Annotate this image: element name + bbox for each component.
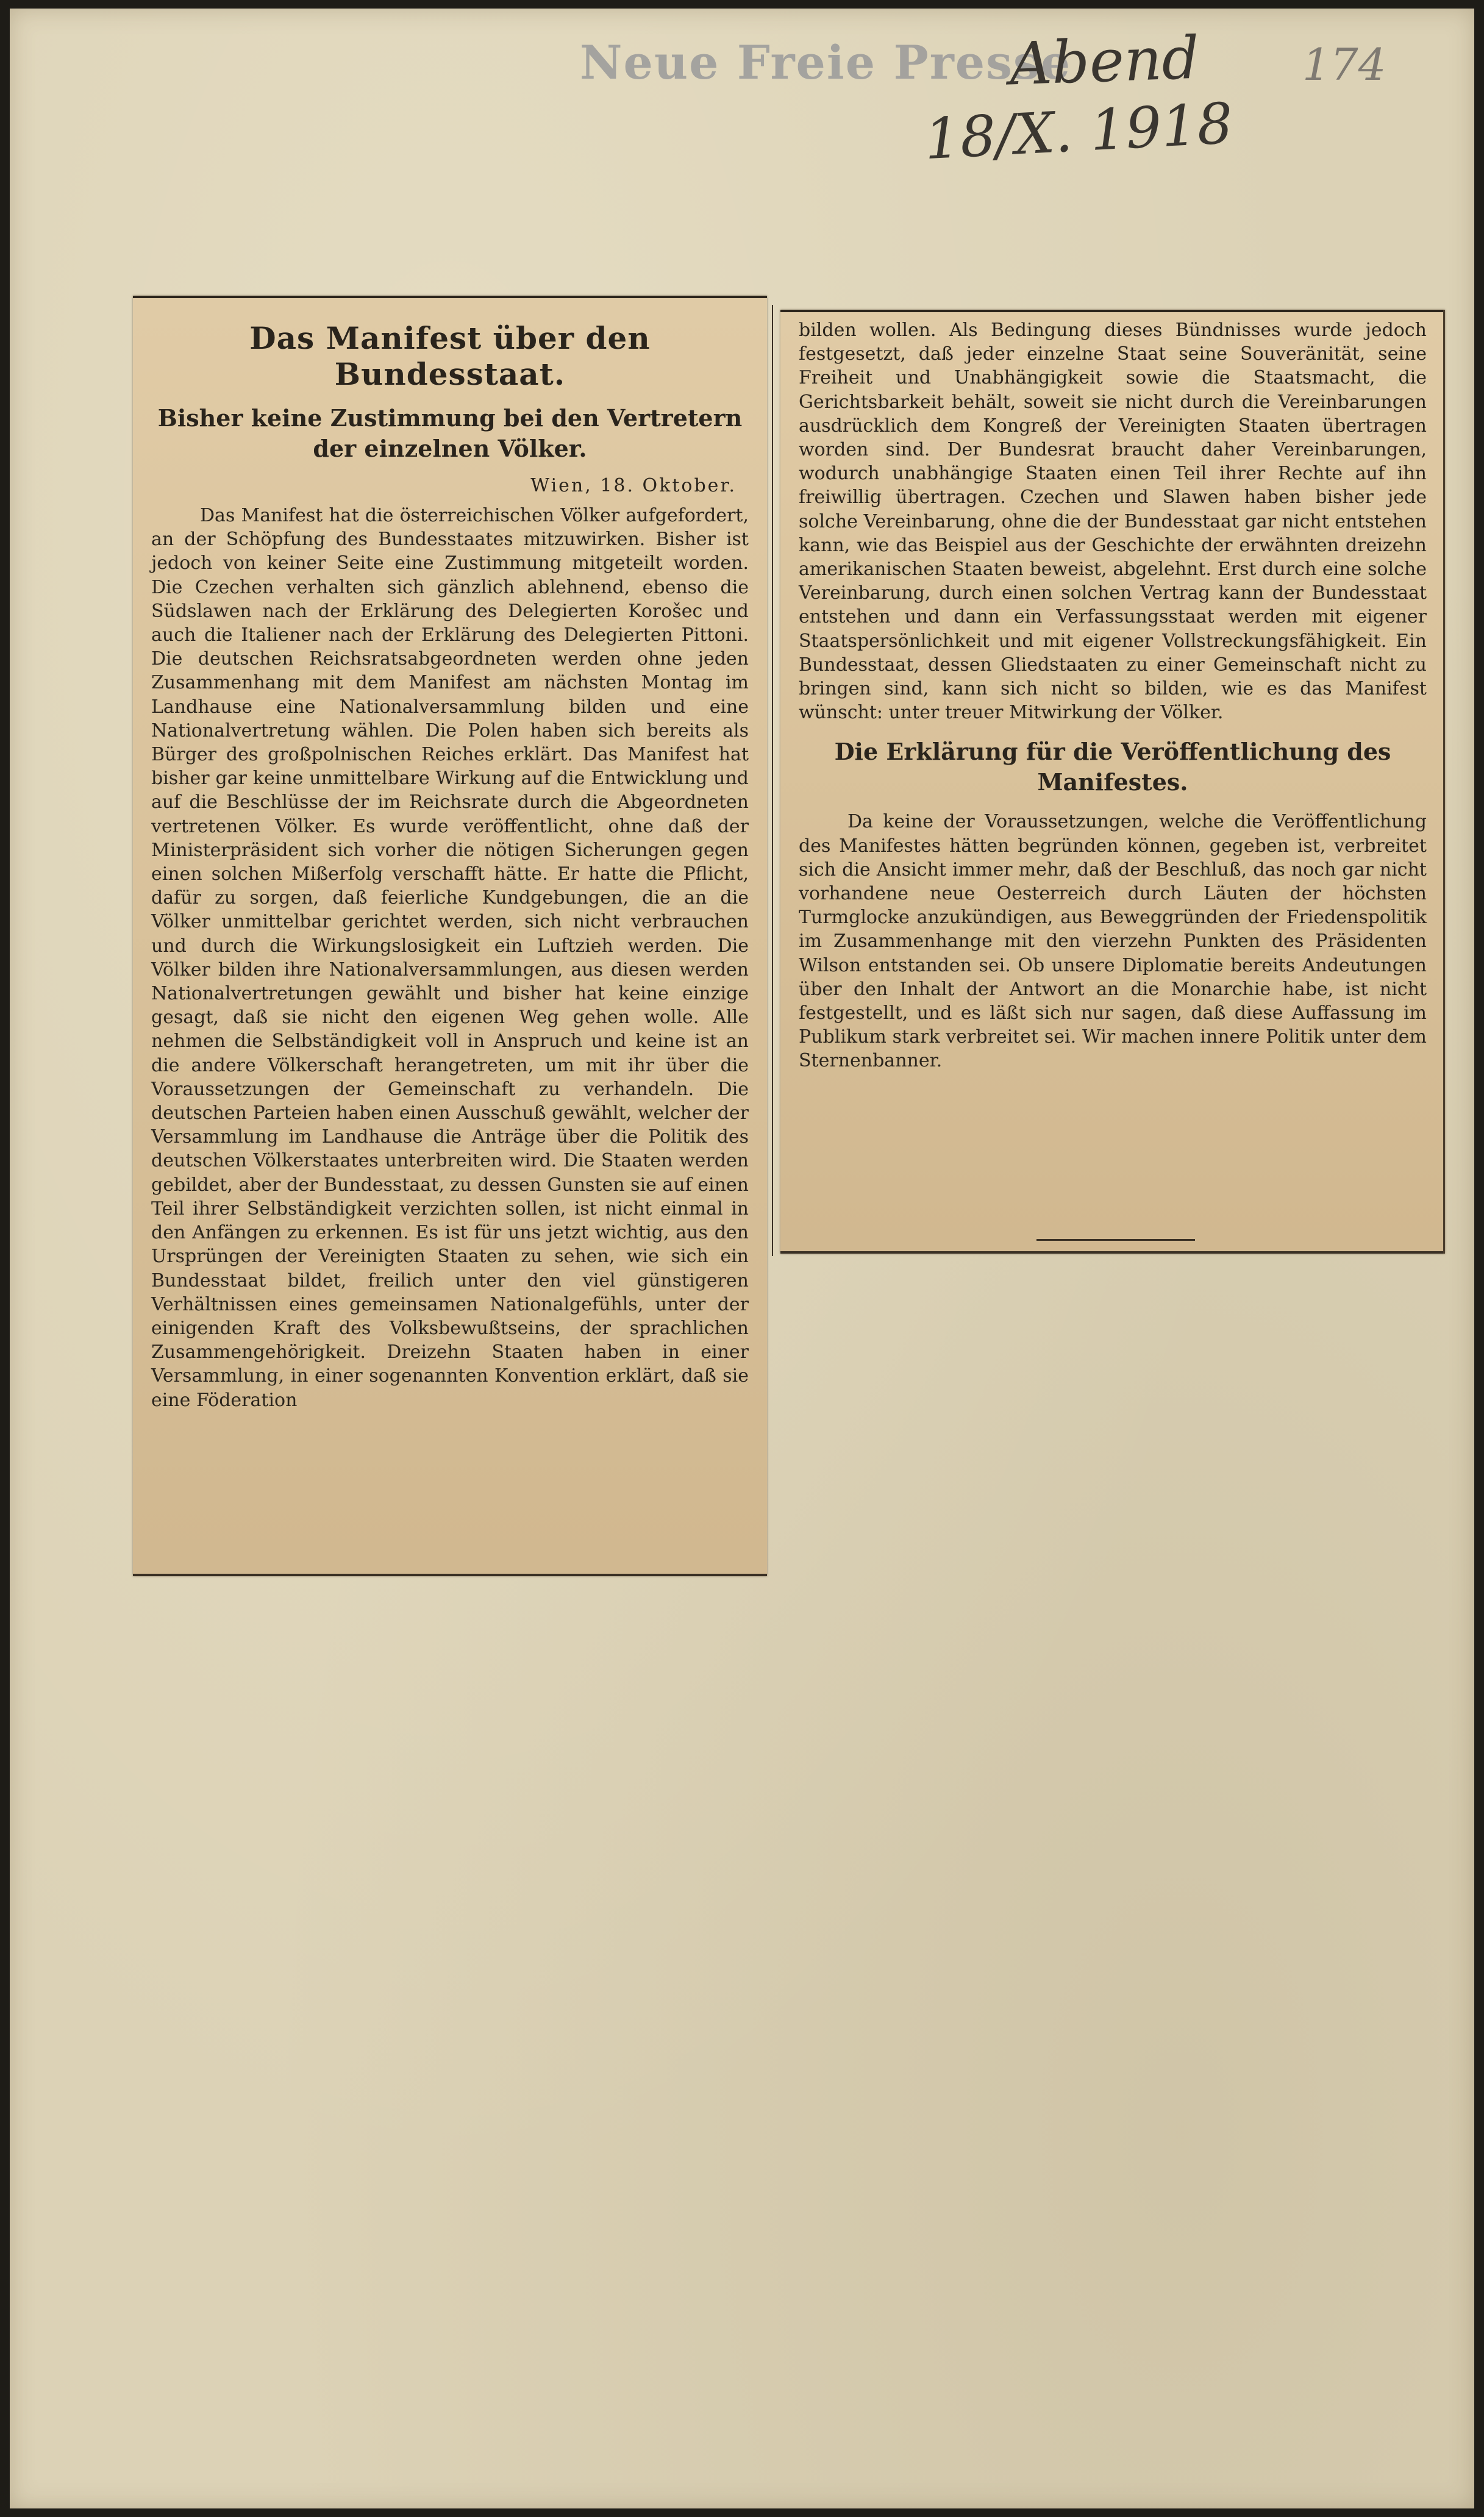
article-headline: Das Manifest über den Bundesstaat. [249, 320, 651, 392]
column-top-rule [133, 296, 767, 298]
column-top-rule [780, 310, 1445, 312]
article-body-right: bilden wollen. Als Bedingung dieses Bündnisses wurde jedoch festgesetzt, daß jeder einzelne Staat seine Souveränität, seine Freiheit und Unabhängigkeit sowie die Staatsmacht, die Gerichtsbarkeit behält, soweit sie nicht durch die Vereinbarungen ausdrücklich dem Kongreß der Vereinigten Staaten übertragen worden sind. Der Bundesrat braucht daher Vereinbarungen, wodurch unabhängige Staaten einen Teil ihrer Rechte auf ihn freiwillig übertragen. Czechen und Slawen haben bisher jede solche Vereinbarung, ohne die der Bundesstaat gar nicht entstehen kann, wie das Beispiel aus der Geschichte der erwähnten dreizehn amerikanischen Staaten beweist, abgelehnt. Erst durch eine solche Vereinbarung, durch einen solchen Vertrag kann der Bundesstaat entstehen und dann ein Verfassungsstaat werden mit eigener Staatspersönlichkeit und mit eigener Vollstreckungsfähigkeit. Ein Bundesstaat, dessen Gliedstaaten zu einer Gemeinschaft nicht zu bringen sind, kann sich nicht so bilden, wie es das Manifest wünscht: unter treuer Mitwirkung der Völker. [799, 320, 1427, 724]
article-subheadline: Bisher keine Zustimmung bei den Vertretern der einzelnen Völker. [157, 404, 743, 462]
clipping-left-column [133, 296, 767, 1576]
clipping-right-column [780, 310, 1445, 1254]
handwritten-date: 18/X. 1918 [922, 90, 1235, 173]
column-bottom-rule [133, 1574, 767, 1576]
section-body: Da keine der Voraussetzungen, welche die Veröffentlichung des Manifestes hätten begründen können, gegeben ist, verbreitet sich die Ansicht immer mehr, daß der Beschluß, das noch gar nicht vorhandene neue Oesterreich durch Läuten der höchsten Turmglocke anzukündigen, aus Beweggründen der Friedenspolitik im Zusammenhange mit den vierzehn Punkten des Präsidenten Wilson entstanden sei. Ob unsere Diplomatie bereits Andeutungen über den Inhalt der Antwort an die Monarchie habe, ist nicht festgestellt, und es läßt sich nur sagen, daß diese Auffassung im Publikum stark verbreitet sei. Wir machen innere Politik unter dem Sternenbanner. [799, 811, 1427, 1072]
newspaper-stamp: Neue Freie Presse [580, 35, 1072, 90]
article-dateline: Wien, 18. Oktober. [530, 475, 737, 496]
end-rule [1036, 1239, 1195, 1241]
column-bottom-rule [780, 1251, 1445, 1254]
section-headline: Die Erklärung für die Veröffentlichung des Manifestes. [834, 738, 1391, 796]
column-side-rule [1443, 310, 1445, 1254]
handwritten-number: 174 [1302, 39, 1386, 90]
column-divider [772, 305, 773, 1256]
article-body-left: Das Manifest hat die österreichischen Völker aufgefordert, an der Schöpfung des Bundesstaates mitzuwirken. Bisher ist jedoch von keiner Seite eine Zustimmung mitgeteilt worden. Die Czechen verhalten sich gänzlich ablehnend, ebenso die Südslawen nach der Erklärung des Delegierten Korošec und auch die Italiener nach der Erklärung des Delegierten Pittoni. Die deutschen Reichsratsabgeordneten werden ohne jeden Zusammenhang mit dem Manifest am nächsten Montag im Landhause eine Nationalversammlung bilden und eine Nationalvertretung wählen. Die Polen haben sich bereits als Bürger des großpolnischen Reiches erklärt. Das Manifest hat bisher gar keine unmittelbare Wirkung auf die Entwicklung und auf die Beschlüsse der im Reichsrate durch die Abgeordneten vertretenen Völker. Es wurde veröffentlicht, ohne daß der Ministerpräsident sich vorher die nötigen Sicherungen gegen einen solchen Mißerfolg verschafft hätte. Er hatte die Pflicht, dafür zu sorgen, daß feierliche Kundgebungen, die an die Völker unmittelbar gerichtet werden, sich nicht verbrauchen und durch die Wirkungslosigkeit ein Luftzieh werden. Die Völker bilden ihre Nationalversammlungen, aus diesen werden Nationalvertretungen gewählt und bisher hat keine einzige gesagt, daß sie nicht den eigenen Weg gehen wolle. Alle nehmen die Selbständigkeit voll in Anspruch und keine ist an die andere Völkerschaft herangetreten, um mit ihr über die Voraussetzungen der Gemeinschaft zu verhandeln. Die deutschen Parteien haben einen Ausschuß gewählt, welcher der Versammlung im Landhause die Anträge über die Politik des deutschen Völkerstaates unterbreiten wird. Die Staaten werden gebildet, aber der Bundesstaat, zu dessen Gunsten sie auf einen Teil ihrer Selbständigkeit verzichten sollen, ist nicht einmal in den Anfängen zu erkennen. Es ist für uns jetzt wichtig, aus den Ursprüngen der Vereinigten Staaten zu sehen, wie sich ein Bundesstaat bildet, freilich unter den viel günstigeren Verhältnissen eines gemeinsamen Nationalgefühls, unter der einigenden Kraft des Volksbewußtseins, der sprachlichen Zusammengehörigkeit. Dreizehn Staaten haben in einer Versammlung, in einer sogenannten Konvention erklärt, daß sie eine Föderation [151, 505, 749, 1411]
handwritten-edition: Abend [1008, 23, 1200, 99]
